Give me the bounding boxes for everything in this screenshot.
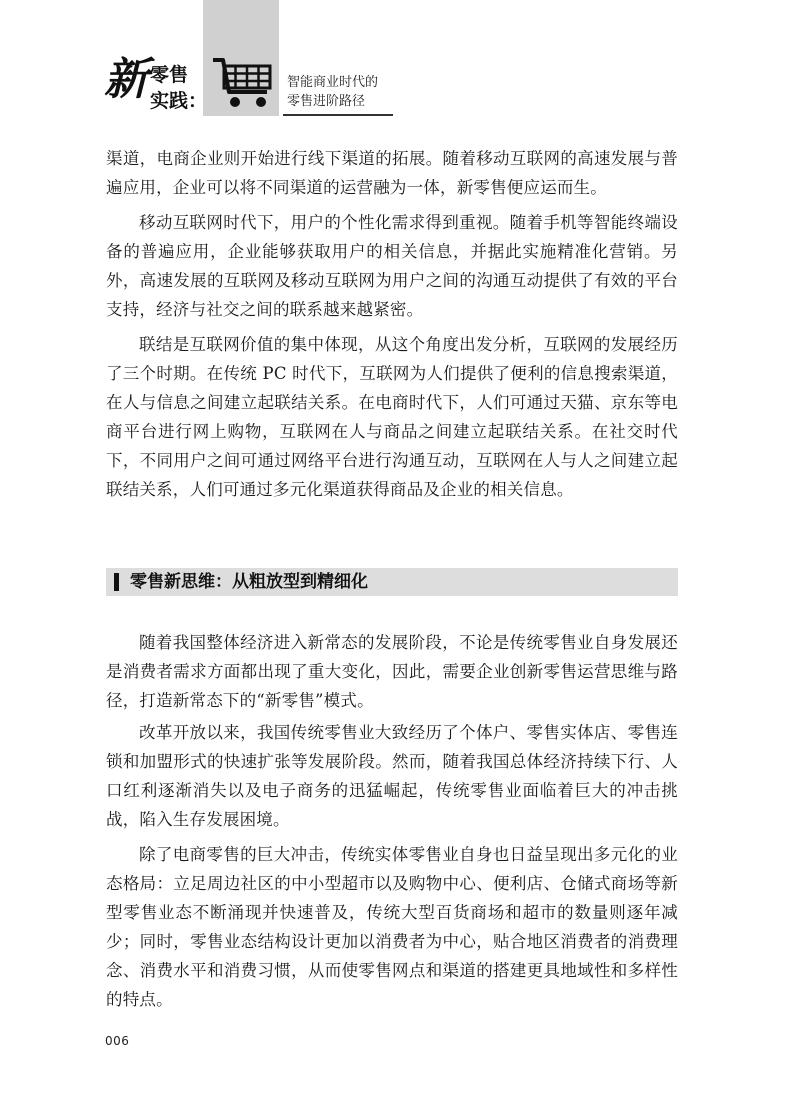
- header-title-line1: 零售: [150, 64, 189, 86]
- paragraph: 联结是互联网价值的集中体现，从这个角度出发分析，互联网的发展经历了三个时期。在传统 PC 时代下，互联网为人们提供了便利的信息搜索渠道，在人与信息之间建立起联结关系。在电商时代下，人们可通过天猫、京东等电商平台进行网上购物，互联网在人与商品之间建立起联结关系。在社交时代下，不同用户之间可通过网络平台进行沟通互动，互联网在人与人之间建立起联结关系，人们可通过多元化渠道获得商品及企业的相关信息。: [106, 335, 678, 499]
- page-header: [0, 0, 800, 130]
- paragraph: 渠道，电商企业则开始进行线下渠道的拓展。随着移动互联网的高速发展与普遍应用，企业可以将不同渠道的运营融为一体，新零售便应运而生。: [106, 149, 678, 197]
- shopping-cart-icon: [211, 56, 275, 112]
- header-subtitle-line2: 零售进阶路径: [287, 94, 366, 109]
- paragraph: 移动互联网时代下，用户的个性化需求得到重视。随着手机等智能终端设备的普遍应用，企业能够获取用户的相关信息，并据此实施精准化营销。另外，高速发展的互联网及移动互联网为用户之间的沟通互动提供了有效的平台支持，经济与社交之间的联系越来越紧密。: [106, 213, 678, 319]
- section-title: 零售新思维：从粗放型到精细化: [130, 572, 368, 592]
- paragraph: 除了电商零售的巨大冲击，传统实体零售业自身也日益呈现出多元化的业态格局：立足周边社区的中小型超市以及购物中心、便利店、仓储式商场等新型零售业态不断涌现并快速普及，传统大型百货商场和超市的数量则逐年减少；同时，零售业态结构设计更加以消费者为中心，贴合地区消费者的消费理念、消费水平和消费习惯，从而使零售网点和渠道的搭建更具地域性和多样性的特点。: [106, 845, 678, 1009]
- section-marker: [114, 573, 119, 591]
- page-number: 006: [105, 1034, 130, 1048]
- header-underline: [283, 114, 393, 116]
- header-title-line2: 实践：: [150, 90, 208, 112]
- header-logo-char: 新: [104, 54, 148, 105]
- section-heading: [106, 568, 678, 596]
- paragraph: 随着我国整体经济进入新常态的发展阶段，不论是传统零售业自身发展还是消费者需求方面都出现了重大变化，因此，需要企业创新零售运营思维与路径，打造新常态下的“新零售”模式。: [106, 633, 678, 710]
- paragraph: 改革开放以来，我国传统零售业大致经历了个体户、零售实体店、零售连锁和加盟形式的快速扩张等发展阶段。然而，随着我国总体经济持续下行、人口红利逐渐消失以及电子商务的迅猛崛起，传统零售业面临着巨大的冲击挑战，陷入生存发展困境。: [106, 723, 678, 829]
- header-subtitle-line1: 智能商业时代的: [287, 75, 379, 90]
